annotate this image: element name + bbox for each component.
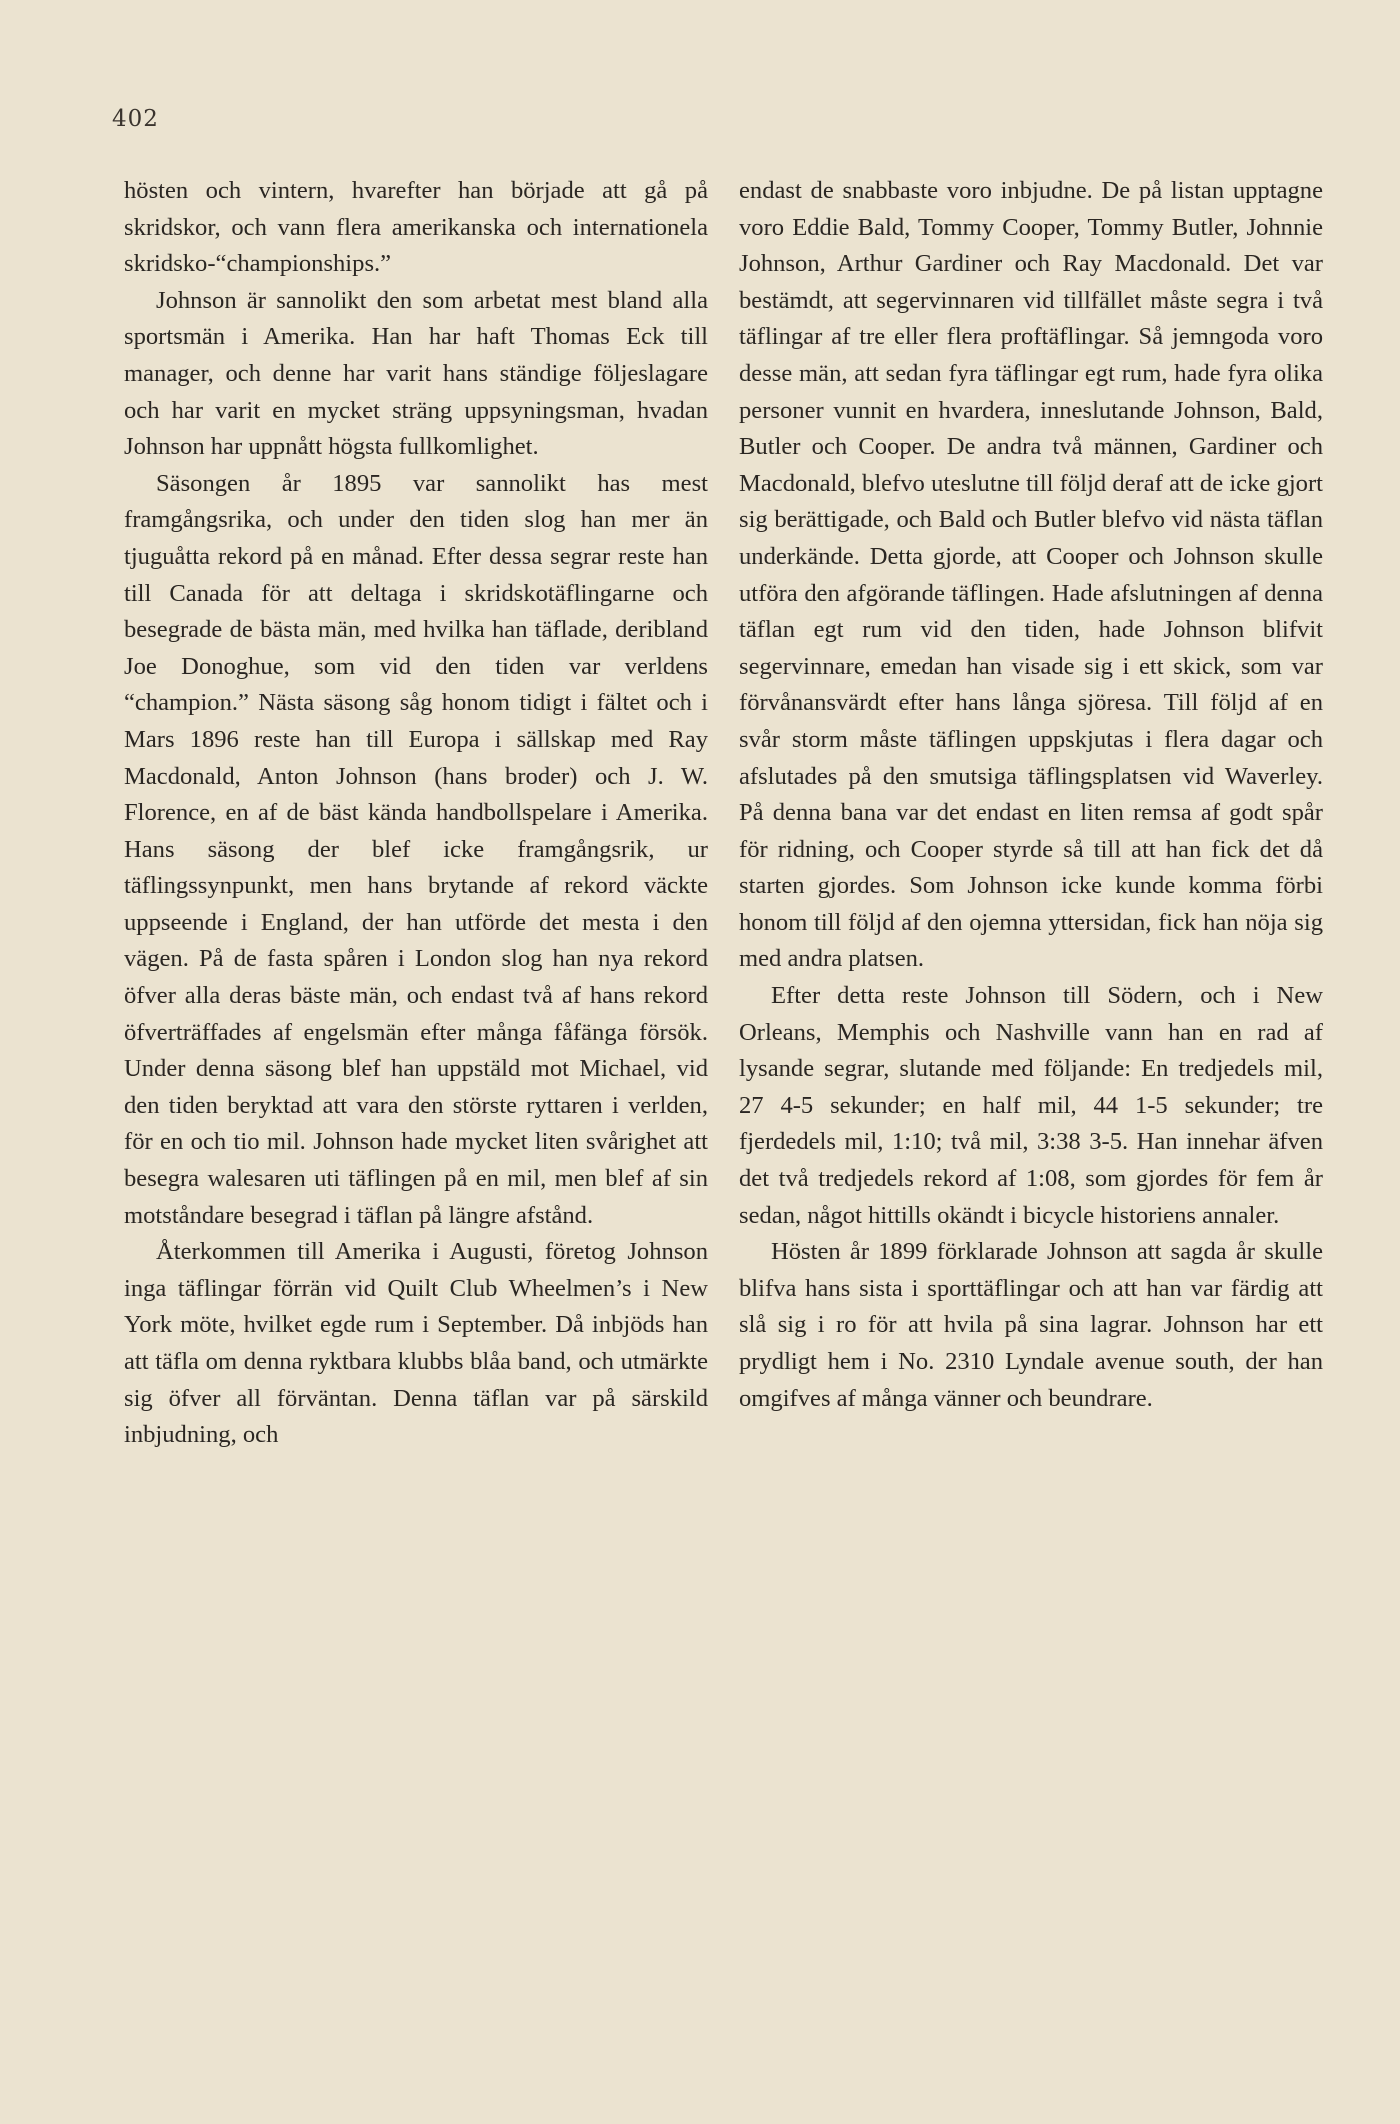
paragraph: Återkommen till Amerika i Augusti, företog Johnson inga täflingar förrän vid Quilt Club Wheelmen’s i New York möte, hvilket egde rum i September. Då inbjöds han att täfla om denna ryktbara klubbs blåa band, och utmärkte sig öfver all förväntan. Denna täflan var på särskild inbjudning, och — [124, 1238, 708, 1449]
paragraph: hösten och vintern, hvarefter han började att gå på skridskor, och vann flera amerikanska och internationela skridsko-“championships.” — [124, 177, 708, 278]
left-column — [124, 173, 708, 1454]
right-column — [739, 173, 1323, 1417]
paragraph: endast de snabbaste voro inbjudne. De på listan upptagne voro Eddie Bald, Tommy Cooper, Tommy Butler, Johnnie Johnson, Arthur Gardiner och Ray Macdonald. Det var bestämdt, att segervinnaren vid tillfället måste segra i två täflingar af tre eller flera proftäflingar. Så jemngoda voro desse män, att sedan fyra täflingar egt rum, hade fyra olika personer vunnit en hvardera, inneslutande Johnson, Bald, Butler och Cooper. De andra två männen, Gardiner och Macdonald, blefvo uteslutne till följd deraf att de icke gjort sig berättigade, och Bald och Butler blefvo vid nästa täflan underkände. Detta gjorde, att Cooper och Johnson skulle utföra den afgörande täflingen. Hade afslutningen af denna täflan egt rum vid den tiden, hade Johnson blifvit segervinnare, emedan han visade sig i ett skick, som var förvånansvärdt efter hans långa sjöresa. Till följd af en svår storm måste täflingen uppskjutas i flera dagar och afslutades på den smutsiga täflingsplatsen vid Waverley. På denna bana var det endast en liten remsa af godt spår för ridning, och Cooper styrde så till att han fick det då starten gjordes. Som Johnson icke kunde komma förbi honom till följd af den ojemna yttersidan, fick han nöja sig med andra platsen. — [739, 177, 1323, 973]
paragraph: Säsongen år 1895 var sannolikt has mest framgångsrika, och under den tiden slog han mer än tjuguåtta rekord på en månad. Efter dessa segrar reste han till Canada för att deltaga i skridskotäflingarne och besegrade de bästa män, med hvilka han täflade, deribland Joe Donoghue, som vid den tiden var verldens “champion.” Nästa säsong såg honom tidigt i fältet och i Mars 1896 reste han till Europa i sällskap med Ray Macdonald, Anton Johnson (hans broder) och J. W. Florence, en af de bäst kända handbollspelare i Amerika. Hans säsong der blef icke framgångsrik, ur täflingssynpunkt, men hans brytande af rekord väckte uppseende i England, der han utförde det mesta i den vägen. På de fasta spåren i London slog han nya rekord öfver alla deras bäste män, och endast två af hans rekord öfverträffades af engelsmän efter många fåfänga försök. Under denna säsong blef han uppstäld mot Michael, vid den tiden beryktad att vara den störste ryttaren i verlden, för en och tio mil. Johnson hade mycket liten svårighet att besegra walesaren uti täflingen på en mil, men blef af sin motståndare besegrad i täflan på längre afstånd. — [124, 469, 708, 1229]
paragraph: Efter detta reste Johnson till Södern, och i New Orleans, Memphis och Nashville vann han en rad af lysande segrar, slutande med följande: En tredjedels mil, 27 4-5 sekunder; en half mil, 44 1-5 sekunder; tre fjerdedels mil, 1:10; två mil, 3:38 3-5. Han innehar äfven det två tredjedels rekord af 1:08, som gjordes för fem år sedan, något hittills okändt i bicycle historiens annaler. — [739, 982, 1323, 1229]
page-number: 402 — [112, 106, 159, 132]
paragraph: Hösten år 1899 förklarade Johnson att sagda år skulle blifva hans sista i sporttäflingar och att han var färdig att slå sig i ro för att hvila på sina lagrar. Johnson har ett prydligt hem i No. 2310 Lyndale avenue south, der han omgifves af många vänner och beundrare. — [739, 1238, 1323, 1412]
paragraph: Johnson är sannolikt den som arbetat mest bland alla sportsmän i Amerika. Han har haft Thomas Eck till manager, och denne har varit hans ständige följeslagare och har varit en mycket sträng uppsyningsman, hvadan Johnson har uppnått högsta fullkomlighet. — [124, 286, 708, 461]
